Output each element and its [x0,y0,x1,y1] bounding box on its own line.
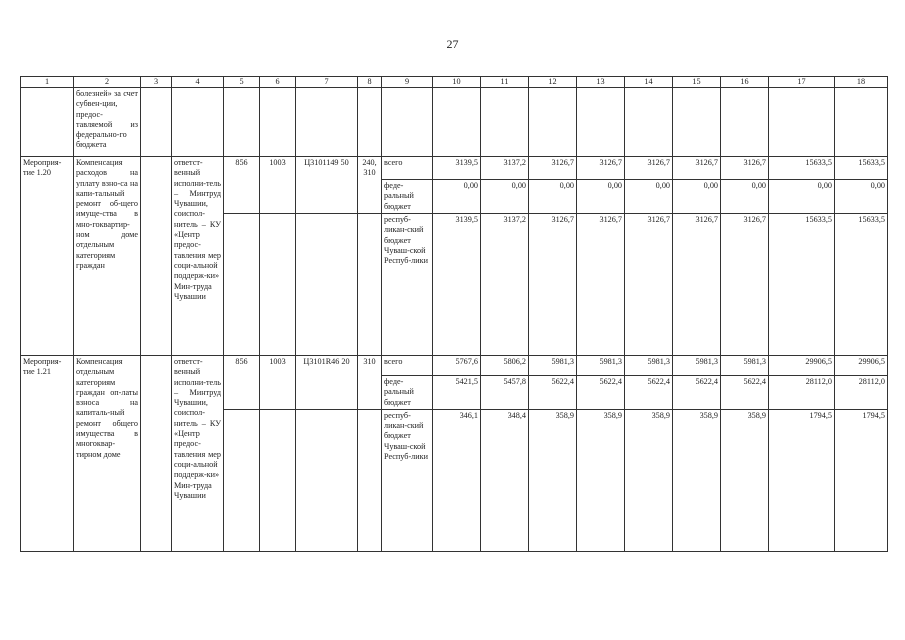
value-cell: 3139,5 [433,157,481,180]
column-number-cell: 7 [296,77,358,88]
column-number-cell: 9 [382,77,433,88]
value-cell: 348,4 [481,409,529,551]
value-cell: 5622,4 [625,375,673,409]
empty-cell [224,88,260,157]
value-cell: 5622,4 [721,375,769,409]
vr-code: 310 [358,355,382,375]
value-cell: 29906,5 [769,355,835,375]
column-number-cell: 13 [577,77,625,88]
grbs-code: 856 [224,355,260,375]
empty-cell [224,180,260,214]
empty-cell [769,88,835,157]
value-cell: 3126,7 [577,213,625,355]
value-cell: 3126,7 [721,213,769,355]
empty-cell [296,375,358,409]
header-row [21,77,888,88]
empty-cell [260,409,296,551]
column-number-cell: 3 [141,77,172,88]
empty-cell [224,409,260,551]
value-cell: 5981,3 [625,355,673,375]
measure-title: Компенсация расходов на уплату взно-са на капи-тальный ремонт об-щего имуще-ства в мно-гоквартир-ном доме отдельным категориям граждан [74,157,141,356]
value-cell: 3126,7 [673,157,721,180]
csr-code: Ц3101149 50 [296,157,358,180]
value-cell: 5421,5 [433,375,481,409]
empty-cell [172,88,224,157]
column-number-cell: 15 [673,77,721,88]
column-number-cell: 10 [433,77,481,88]
empty-cell [260,88,296,157]
value-cell: 358,9 [529,409,577,551]
csr-code: Ц3101R46 20 [296,355,358,375]
value-cell: 5981,3 [673,355,721,375]
column-number-cell: 17 [769,77,835,88]
column-number-cell: 4 [172,77,224,88]
measure-row [21,355,888,375]
empty-cell [625,88,673,157]
value-cell: 5981,3 [721,355,769,375]
value-cell: 5806,2 [481,355,529,375]
funding-source: респуб-ликан-ский бюджет Чуваш-ской Респуб-лики [382,409,433,551]
column-number-cell: 1 [21,77,74,88]
empty-cell [141,157,172,356]
column-number-cell: 8 [358,77,382,88]
rzpr-code: 1003 [260,157,296,180]
empty-cell [358,409,382,551]
measure-executor: ответст-венный исполни-тель – Минтруд Чувашии, соиспол-нитель – КУ «Центр предос-тавления мер соци-альной поддерж-ки» Мин-труда Чувашии [172,355,224,551]
value-cell: 3139,5 [433,213,481,355]
empty-cell [358,180,382,214]
value-cell: 0,00 [529,180,577,214]
value-cell: 3126,7 [529,157,577,180]
value-cell: 358,9 [721,409,769,551]
empty-cell [296,213,358,355]
column-number-cell: 14 [625,77,673,88]
value-cell: 5767,6 [433,355,481,375]
continuation-row [21,88,888,157]
value-cell: 5981,3 [577,355,625,375]
value-cell: 29906,5 [835,355,888,375]
empty-cell [260,180,296,214]
empty-cell [224,213,260,355]
empty-cell [224,375,260,409]
value-cell: 346,1 [433,409,481,551]
vr-code: 240, 310 [358,157,382,180]
empty-cell [673,88,721,157]
column-number-cell: 5 [224,77,260,88]
empty-cell [529,88,577,157]
empty-cell [721,88,769,157]
column-number-cell: 11 [481,77,529,88]
value-cell: 28112,0 [769,375,835,409]
value-cell: 28112,0 [835,375,888,409]
value-cell: 0,00 [577,180,625,214]
value-cell: 1794,5 [835,409,888,551]
rzpr-code: 1003 [260,355,296,375]
value-cell: 1794,5 [769,409,835,551]
value-cell: 358,9 [625,409,673,551]
value-cell: 15633,5 [835,157,888,180]
value-cell: 0,00 [835,180,888,214]
funding-source: феде-ральный бюджет [382,180,433,214]
empty-cell [433,88,481,157]
empty-cell [835,88,888,157]
empty-cell [296,88,358,157]
value-cell: 3126,7 [625,213,673,355]
page-number: 27 [446,37,459,51]
value-cell: 5622,4 [577,375,625,409]
value-cell: 3126,7 [529,213,577,355]
measure-executor: ответст-венный исполни-тель – Минтруд Чувашии, соиспол-нитель – КУ «Центр предос-тавления мер соци-альной поддерж-ки» Мин-труда Чувашии [172,157,224,356]
empty-cell [358,213,382,355]
value-cell: 5981,3 [529,355,577,375]
measure-title: Компенсация отдельным категориям граждан оп-латы взноса на капиталь-ный ремонт общего имущества в многоквар-тирном доме [74,355,141,551]
continuation-text: болезней» за счет субвен-ции, предос-тавляемой из федерально-го бюджета [74,88,141,157]
budget-table [20,76,888,552]
value-cell: 3126,7 [673,213,721,355]
value-cell: 0,00 [625,180,673,214]
value-cell: 3126,7 [577,157,625,180]
column-number-cell: 18 [835,77,888,88]
value-cell: 3137,2 [481,157,529,180]
column-number-cell: 12 [529,77,577,88]
empty-cell [260,213,296,355]
value-cell: 0,00 [481,180,529,214]
value-cell: 3126,7 [721,157,769,180]
measure-id: Мероприя-тие 1.20 [21,157,74,356]
funding-source: феде-ральный бюджет [382,375,433,409]
empty-cell [21,88,74,157]
value-cell: 5622,4 [529,375,577,409]
measure-id: Мероприя-тие 1.21 [21,355,74,551]
empty-cell [296,409,358,551]
funding-source: респуб-ликан-ский бюджет Чуваш-ской Респуб-лики [382,213,433,355]
measure-row [21,157,888,180]
funding-source: всего [382,355,433,375]
value-cell: 3126,7 [625,157,673,180]
value-cell: 3137,2 [481,213,529,355]
value-cell: 0,00 [673,180,721,214]
value-cell: 358,9 [577,409,625,551]
empty-cell [296,180,358,214]
value-cell: 15633,5 [835,213,888,355]
empty-cell [141,355,172,551]
value-cell: 358,9 [673,409,721,551]
funding-source: всего [382,157,433,180]
grbs-code: 856 [224,157,260,180]
value-cell: 15633,5 [769,157,835,180]
empty-cell [481,88,529,157]
value-cell: 5457,8 [481,375,529,409]
column-number-cell: 6 [260,77,296,88]
value-cell: 5622,4 [673,375,721,409]
empty-cell [577,88,625,157]
empty-cell [260,375,296,409]
value-cell: 0,00 [433,180,481,214]
empty-cell [358,88,382,157]
value-cell: 0,00 [721,180,769,214]
empty-cell [358,375,382,409]
column-number-cell: 16 [721,77,769,88]
column-number-cell: 2 [74,77,141,88]
empty-cell [141,88,172,157]
value-cell: 0,00 [769,180,835,214]
empty-cell [382,88,433,157]
value-cell: 15633,5 [769,213,835,355]
